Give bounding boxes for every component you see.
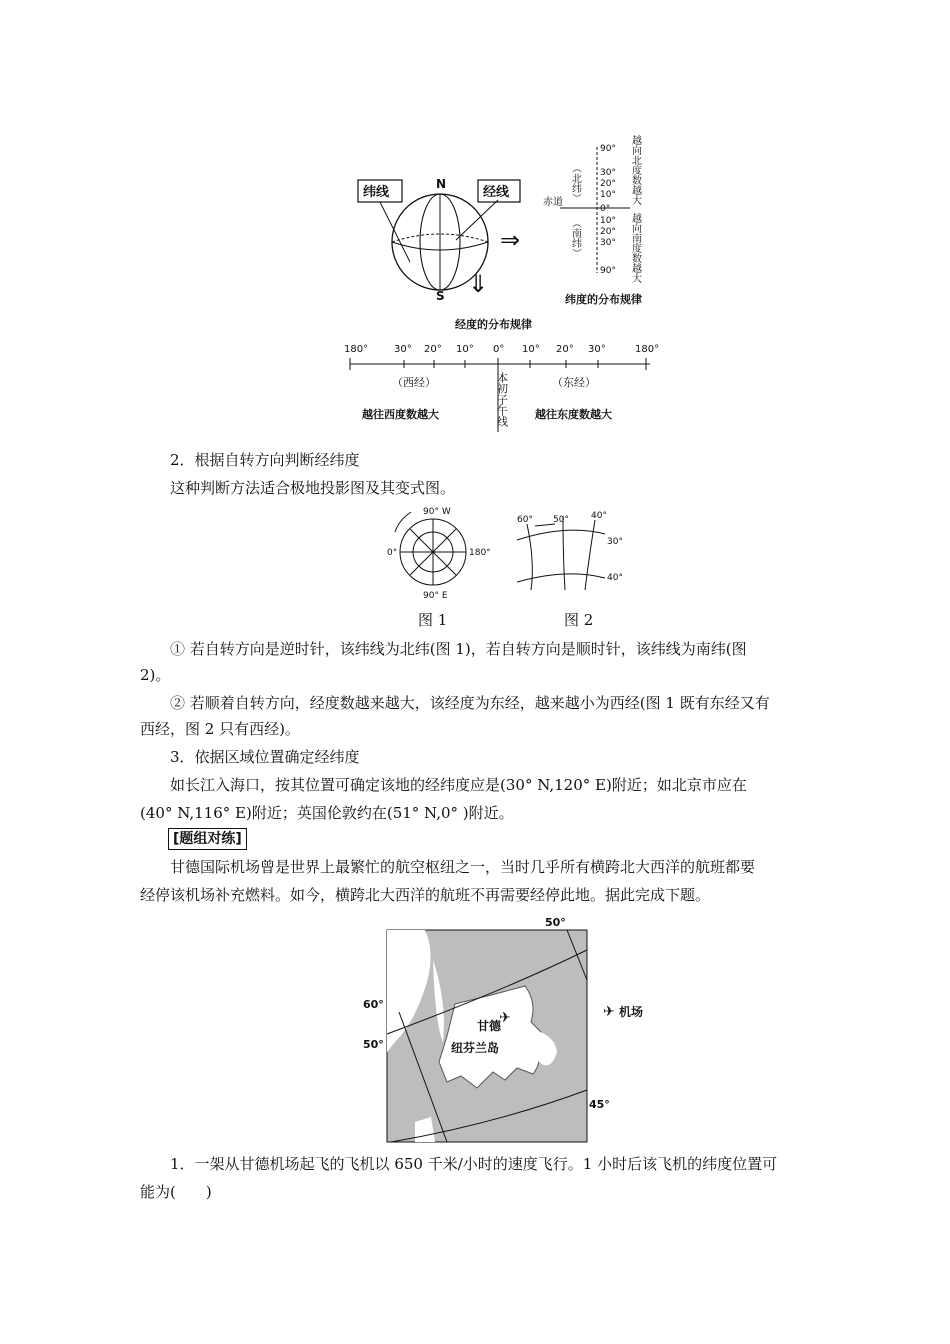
longitude-figure: [330, 312, 680, 434]
fig1-90e: 90° E: [423, 591, 448, 601]
fig1-caption: 图 1: [418, 611, 448, 629]
lat-south-10: 10°: [600, 216, 616, 226]
map-lon50: 50°: [363, 1038, 384, 1051]
lat-zero: 0°: [600, 204, 611, 214]
lat-north-90: 90°: [600, 144, 616, 154]
fig2-50: 50°: [553, 515, 569, 525]
lat-north-10: 10°: [600, 190, 616, 200]
newfoundland-map: [355, 912, 655, 1147]
lat-bottom-caption: 越向南度数越大: [629, 213, 641, 283]
fig1-90w: 90° W: [423, 507, 451, 517]
fig2-30: 30°: [607, 537, 623, 547]
fig2-40b: 40°: [607, 573, 623, 583]
lon-tick-e20: 20°: [556, 344, 574, 355]
jingxian-label: 经线: [483, 185, 510, 200]
lon-tick-0: 0°: [493, 344, 505, 355]
legend-airport-icon: ✈: [603, 1004, 615, 1020]
east-longitude-label: （东经）: [552, 376, 596, 389]
prime-meridian-label: 本初子午线: [495, 372, 509, 427]
question-1-cont: 能为( ): [140, 1183, 212, 1201]
north-pole-label: N: [436, 177, 447, 191]
arrow-right-icon: ⇒: [500, 226, 521, 254]
lon-tick-e30: 30°: [588, 344, 606, 355]
fig2-60: 60°: [517, 515, 533, 525]
lat-south-30: 30°: [600, 238, 616, 248]
fig2-caption: 图 2: [564, 611, 594, 629]
lat-south-90: 90°: [600, 266, 616, 276]
legend-airport-label: 机场: [619, 1005, 644, 1019]
section2-heading: 2．根据自转方向判断经纬度: [170, 451, 360, 469]
section3-heading: 3．依据区域位置确定经纬度: [170, 748, 360, 766]
para-2: ② 若顺着自转方向，经度数越来越大，该经度为东经，越来越小为西经(图 1 既有东经又有: [170, 694, 770, 712]
para-3-cont: (40° N,116° E)附近；英国伦敦约在(51° N,0° )附近。: [140, 804, 514, 822]
fig1-0: 0°: [387, 548, 398, 558]
polar-figure-2: [505, 502, 635, 592]
east-caption: 越往东度数越大: [535, 408, 612, 421]
para-4: 甘德国际机场曾是世界上最繁忙的航空枢纽之一，当时几乎所有横跨北大西洋的航班都要: [170, 858, 756, 876]
lon-tick-w30: 30°: [394, 344, 412, 355]
south-latitude-label: （南纬）: [569, 218, 581, 258]
map-lon60: 60°: [363, 998, 384, 1011]
para-1-cont: 2)。: [140, 666, 171, 684]
lat-north-20: 20°: [600, 179, 616, 189]
para-2-cont: 西经，图 2 只有西经)。: [140, 720, 300, 738]
west-caption: 越往西度数越大: [362, 408, 439, 421]
island-label: 纽芬兰岛: [451, 1041, 500, 1055]
para-4-cont: 经停该机场补充燃料。如今，横跨北大西洋的航班不再需要经停此地。据此完成下题。: [140, 886, 711, 904]
exercise-tag: [题组对练]: [168, 828, 247, 850]
latitude-figure: [540, 125, 670, 310]
lon-tick-w180: 180°: [344, 344, 369, 355]
lon-tick-e180: 180°: [635, 344, 660, 355]
equator-label: 赤道: [543, 197, 563, 208]
lon-tick-w20: 20°: [424, 344, 442, 355]
para-3: 如长江入海口，按其位置可确定该地的经纬度应是(30° N,120° E)附近；如北京市应在: [170, 776, 747, 794]
lon-tick-e10: 10°: [522, 344, 540, 355]
globe-figure: [350, 170, 540, 305]
lat-south-20: 20°: [600, 227, 616, 237]
lat-top-caption: 越向北度数越大: [629, 135, 641, 205]
question-1: 1．一架从甘德机场起飞的飞机以 650 千米/小时的速度飞行。1 小时后该飞机的纬度位置可: [170, 1155, 778, 1173]
gander-airport-icon: ✈: [499, 1010, 511, 1026]
section2-intro: 这种判断方法适合极地投影图及其变式图。: [170, 479, 456, 497]
lat-figure-title: 纬度的分布规律: [565, 293, 642, 306]
polar-figure-1: [355, 502, 495, 607]
lon-tick-w10: 10°: [456, 344, 474, 355]
gander-label: 甘德: [477, 1019, 502, 1033]
north-latitude-label: （北纬）: [569, 163, 581, 203]
map-lat50: 50°: [545, 916, 566, 929]
arrow-down-icon: ⇓: [468, 270, 489, 298]
para-1: ① 若自转方向是逆时针，该纬线为北纬(图 1)，若自转方向是顺时针，该纬线为南纬(图: [170, 640, 747, 658]
lon-figure-title: 经度的分布规律: [455, 318, 532, 331]
weixian-label: 纬线: [363, 185, 390, 200]
fig2-40: 40°: [591, 511, 607, 521]
south-pole-label: S: [436, 289, 445, 303]
west-longitude-label: （西经）: [392, 376, 436, 389]
lat-north-30: 30°: [600, 168, 616, 178]
map-lat45: 45°: [589, 1098, 610, 1111]
fig1-180: 180°: [469, 548, 491, 558]
